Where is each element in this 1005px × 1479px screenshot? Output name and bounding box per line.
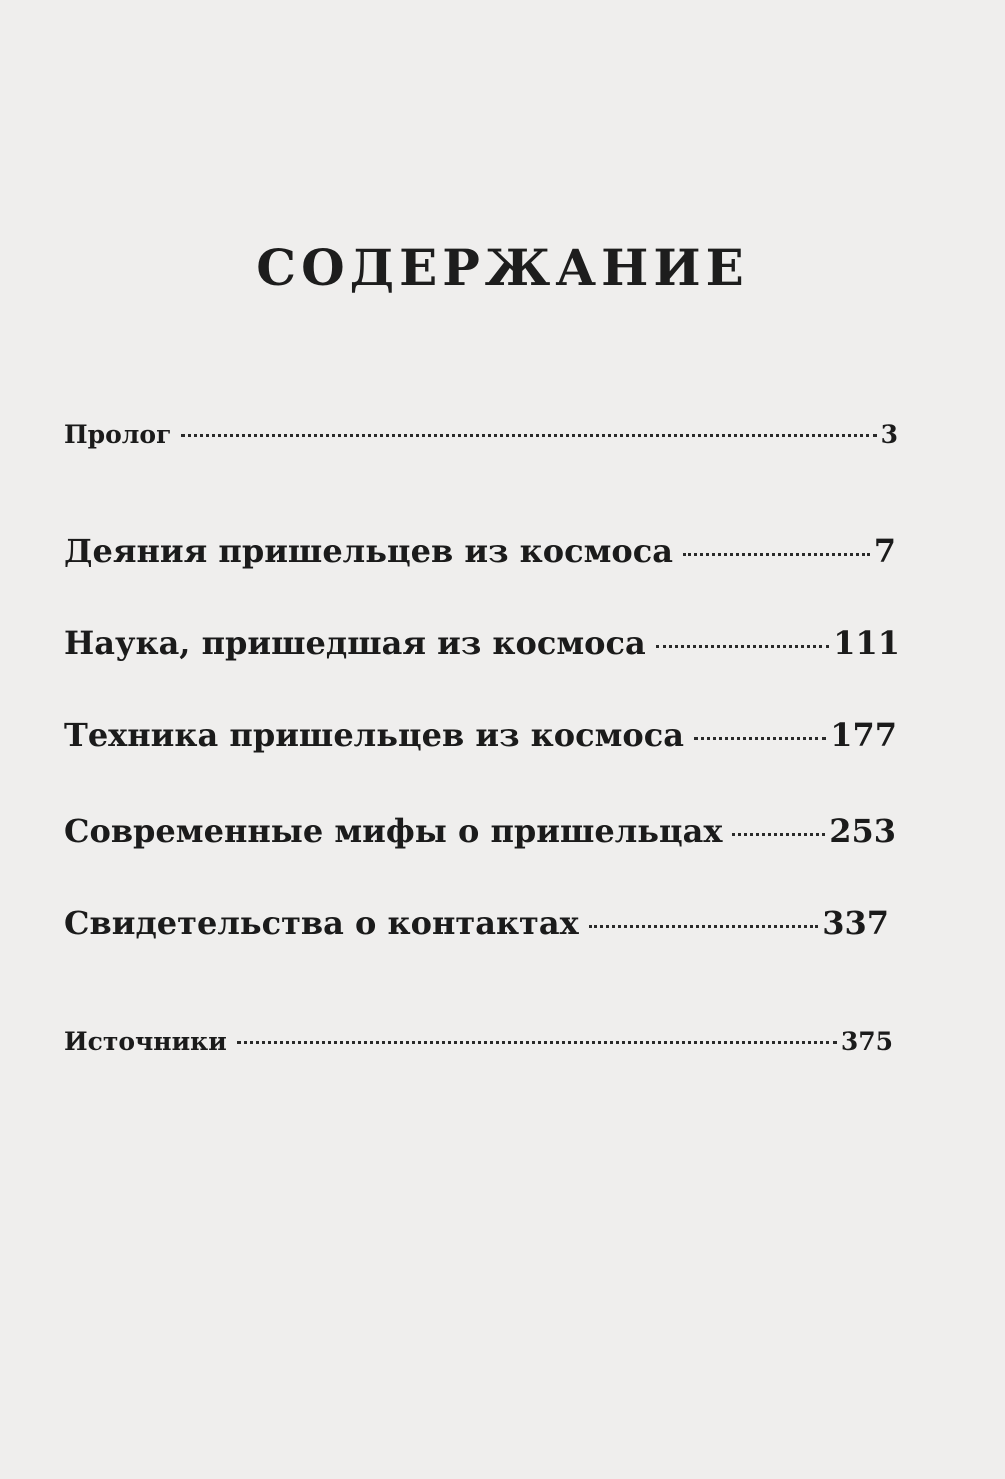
toc-leader-dots	[683, 553, 870, 556]
toc-entry-testimonies	[64, 904, 889, 942]
toc-leader-dots	[732, 833, 825, 836]
toc-leader-dots	[237, 1041, 837, 1044]
toc-leader-dots	[181, 434, 876, 437]
toc-page-number: 3	[880, 420, 898, 449]
page-title: СОДЕРЖАНИЕ	[256, 238, 749, 297]
toc-entry-label: Современные мифы о пришельцах	[64, 812, 723, 850]
toc-page-number: 7	[873, 532, 896, 570]
toc-entry-label: Деяния пришельцев из космоса	[64, 532, 673, 570]
toc-entry-label: Свидетельства о контактах	[64, 904, 579, 942]
toc-entry-sources	[64, 1027, 893, 1056]
toc-entry-label: Источники	[64, 1027, 227, 1056]
toc-leader-dots	[656, 645, 830, 648]
toc-page-number: 375	[840, 1027, 893, 1056]
toc-entry-science	[64, 624, 900, 662]
toc-entry-prologue	[64, 420, 898, 449]
toc-page-number: 177	[830, 716, 897, 754]
toc-entry-label: Техника пришельцев из космоса	[64, 716, 684, 754]
toc-page-number: 253	[829, 812, 896, 850]
toc-leader-dots	[694, 737, 826, 740]
toc-entry-technology	[64, 716, 897, 754]
toc-entry-deeds	[64, 532, 896, 570]
toc-entry-label: Наука, пришедшая из космоса	[64, 624, 646, 662]
toc-entry-label: Пролог	[64, 420, 172, 449]
toc-page-number: 337	[822, 904, 889, 942]
toc-leader-dots	[589, 925, 819, 928]
toc-entry-myths	[64, 812, 896, 850]
toc-page-number: 111	[833, 624, 900, 662]
